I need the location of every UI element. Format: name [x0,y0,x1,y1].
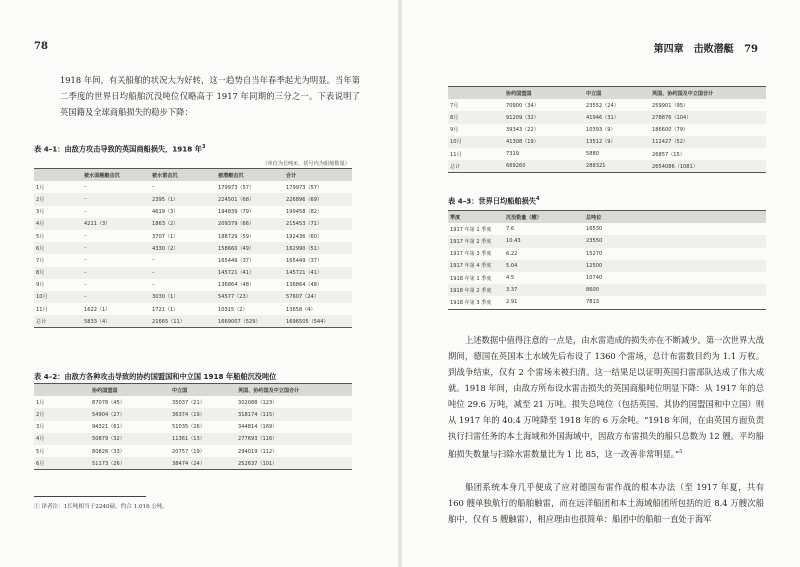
table-cell: 39343（22） [506,127,539,134]
table-cell: 162990（51） [284,242,352,254]
table-row [34,445,352,457]
table-cell: 294019（112） [238,448,278,455]
table-cell: – [82,193,150,205]
column-header [34,169,82,182]
table-cell: 188729（59） [218,233,255,240]
table-cell: 3月 [36,424,45,431]
table3-caption [448,196,539,206]
table-cell: 70900（34） [506,102,539,109]
table-cell: 1917 年第 2 季度 [448,235,504,247]
table-cell: 2.91 [506,299,518,306]
table-cell: – [82,242,150,254]
table-cell: – [84,184,87,191]
table-cell: 7月 [450,102,459,109]
table-cell: – [84,233,87,240]
table-row [448,99,766,111]
table-cell: 112427（52） [650,136,766,148]
table-row [448,223,766,235]
table-row [34,433,352,445]
table-cell: 20757（19） [172,448,205,455]
table1-caption-text: 表 4–1：由敌方攻击导致的英国商船损失，1918 年 [34,144,202,154]
table-cell: 7月 [36,257,45,264]
table-cell: 318174（115） [236,408,352,420]
table-cell: 94321（61） [92,424,125,431]
table-cell: 194839（79） [218,209,255,216]
table-cell: 26857（15） [652,151,685,158]
table-cell: 10.43 [504,235,584,247]
table-cell: 2月 [34,193,82,205]
table-cell: 165449（37） [218,257,255,264]
table-cell: 158660（49） [216,242,284,254]
table-row [34,315,352,328]
table3-world-daily-losses [448,210,766,310]
table-cell: 5.04 [504,260,584,272]
table-row [34,291,352,303]
table-cell: 4.5 [506,275,515,282]
table-row [34,230,352,242]
table-cell: 80826（33） [92,448,125,455]
table-cell: 259901（95） [652,102,689,109]
table-cell: 8月 [448,111,504,123]
table-cell: 10月 [34,291,82,303]
footnote-divider [34,496,146,497]
table-cell: 136864（48） [286,282,323,289]
table3-caption-sup: 4 [535,196,540,202]
table-cell: 9月 [450,127,459,134]
table-cell: 总计 [34,315,82,328]
table-cell: 209379（66） [216,218,284,230]
body-paragraph-1 [448,332,764,462]
table-row [448,296,766,309]
table-cell: 23552（24） [586,102,619,109]
column-header: 协约国盟国 [90,384,170,397]
table-cell: 302088（123） [238,399,278,406]
table-row [448,124,766,136]
table-cell: 35037（21） [172,399,205,406]
column-header: 中立国 [584,87,650,100]
table-cell: 1622（1） [84,306,111,313]
table-cell: 4619（3） [152,209,179,216]
table-cell: 6.22 [506,250,518,257]
column-header: 中立国 [170,384,236,397]
table-cell: 1696505（544） [284,315,352,328]
table-row [448,248,766,260]
table-cell: 3.37 [504,284,584,296]
table-header-row [34,169,352,182]
table-cell: 165449（37） [286,257,323,264]
column-header: 英国、协约国及中立国合计 [650,87,766,100]
table-cell: 1721（1） [152,306,179,313]
table1-british-losses [34,168,352,328]
table-cell: 87078（45） [92,399,125,406]
table-cell: 1917 年第 4 季度 [448,260,504,272]
column-header: 被潜艇击沉 [216,169,284,182]
right-page [402,0,800,567]
table-cell: 54577（23） [216,291,284,303]
column-header: 协约国盟国 [504,87,584,100]
table-cell: 2月 [34,408,90,420]
body-paragraph-1-text: 上述数据中值得注意的一点是，由水雷造成的损失亦在不断减少。第一次世界大战期间，德国在英国本土水域先后布设了 1360 个雷场，总计布雷数目约为 1.1 万枚。到战争结束，仅有 2 个雷场未被扫清。这一结果足以证明英国扫雷部队达成了伟大成就。1918 年间，由敌方所布设水雷击损失的英国商船吨位明显下降：从 1917 年的总吨位 29.6 万吨，减至 21 万吨。损失总吨位（包括英国、其协约国盟国和中立国）则从 1917 年的 40.4 万吨降至 1918 年的 6 万余吨。“1918 年间，在由英国方面负责执行扫雷任务的本土海域和外国海域中，因敌方布雷损失的船只总数为 12 艘。平均船舶损失数量与扫除水雷数量比为 1 比 85，这一改善非常明显。” [448,335,764,459]
table-cell: 3707（1） [152,233,179,240]
table-cell: – [84,281,87,288]
table-cell: – [152,257,155,264]
table2-continued [448,86,766,173]
column-header: 季度 [448,211,504,224]
table-cell: 9月 [36,282,45,289]
table-cell: 13658（4） [286,306,316,313]
table-cell: 1863（2） [150,218,216,230]
table-cell: 51035（26） [172,424,205,431]
table-cell: 224501（68） [216,193,284,205]
table-cell: 192436（60） [286,233,323,240]
table-cell: 10740 [586,275,603,282]
table-cell: 1918 年第 1 季度 [450,275,492,282]
table-cell: 41946（31） [584,111,650,123]
table1-unit-note: （单位为长吨①，括号内为船舶数量） [262,161,350,167]
table-cell: – [82,267,150,279]
table-row [448,136,766,148]
table-cell: 199458（82） [286,209,323,216]
table-cell: 57607（24） [284,291,352,303]
running-header [654,40,758,55]
table-cell: 38474（24） [170,457,236,470]
table-cell: 1月 [36,399,45,406]
table-cell: – [152,184,155,191]
column-header: 被水雷击沉 [150,169,216,182]
table-row [448,235,766,247]
table-cell: 344814（169） [238,424,278,431]
table2-caption: 表 4–2：由敌方各种攻击导致的协约国盟国和中立国 1918 年船舶沉没吨位 [34,372,277,381]
table-row [448,148,766,160]
table-row [34,254,352,266]
table-cell: 10315（2） [218,306,248,313]
table-cell: 4330（2） [150,242,216,254]
table-cell: 1月 [36,184,45,191]
table-row [34,206,352,218]
table-cell: 669260 [504,160,584,173]
table-row [34,421,352,433]
table-cell: 179973（57） [218,184,255,191]
column-header: 总吨位 [584,211,766,224]
table3-caption-text: 表 4–3：世界日均船舶损失 [448,196,536,206]
table-cell: 3月 [36,209,45,216]
table-cell: 8月 [34,267,82,279]
chapter-title: 第四章 击败潜艇 [653,44,734,55]
table-cell: 50879（32） [90,433,170,445]
table-cell: 145721（41） [216,267,284,279]
table-cell: 1918 年第 2 季度 [448,284,504,296]
table-cell: 12500 [584,260,766,272]
table-row [34,457,352,470]
table-row [34,396,352,408]
table-cell: 4月 [34,433,90,445]
table-cell: 145721（41） [284,267,352,279]
table-cell: 54904（27） [90,408,170,420]
table-cell: 215453（71） [284,218,352,230]
table-cell: 2654086（1081） [650,160,766,173]
table-cell: 11月 [450,151,462,158]
table-row [34,218,352,230]
table-cell: 7813 [586,299,599,306]
table-cell: 11月 [36,306,48,313]
column-header [448,87,504,100]
table-cell: 91209（32） [504,111,584,123]
table-cell: – [84,257,87,264]
column-header [34,384,90,397]
table-row [448,260,766,272]
table-cell: 4211（3） [82,218,150,230]
column-header: 英国、协约国及中立国合计 [236,384,352,397]
table-cell: 36374（19） [170,408,236,420]
table-cell: 7.6 [506,226,515,233]
table-cell: 1669007（529） [216,315,284,328]
column-header: 沉没数量（艘） [504,211,584,224]
table-row [34,267,352,279]
table-cell: 4月 [34,218,82,230]
table-cell: 8600 [584,284,766,296]
table-cell: 288321 [584,160,650,173]
table-cell: 5880 [586,151,599,158]
table-cell: 16530 [586,226,603,233]
table-row [448,272,766,284]
body-paragraph-2: 船团系统本身几乎便成了应对德国布雷作战的根本办法（至 1917 年夏，共有 160 艘单独航行的船舶触雷，而在远洋船团和本土海域船团所包括的近 8.4 万艘次船舶中，仅有 5 艘触雷），相应理由也很简单：船团中的船舶一直处于海军 [448,482,764,524]
table-cell: 252637（101） [236,457,352,470]
table-cell: 1917 年第 3 季度 [450,251,492,258]
table-cell: 5833（4） [82,315,150,328]
page-number-left: 78 [34,41,48,52]
table-cell: – [82,291,150,303]
table-cell: 11361（13） [170,433,236,445]
table1-caption-sup: 3 [201,144,206,150]
table-cell: – [150,267,216,279]
table-row [448,111,766,123]
table-cell: 186600（79） [652,127,689,134]
table-row [34,193,352,205]
table-cell: 179973（57） [286,184,323,191]
table-cell: 226896（69） [284,193,352,205]
table1-caption [34,144,205,154]
table-cell: 10393（9） [586,127,616,134]
table-cell: 2395（1） [150,193,216,205]
table-cell: 10月 [448,136,504,148]
column-header: 被水面舰艇击沉 [82,169,150,182]
table-header-row [448,211,766,224]
table-row [34,242,352,254]
table-cell: 277693（116） [236,433,352,445]
table-cell: 3030（1） [150,291,216,303]
table-cell: 51173（26） [90,457,170,470]
page-number-right: 79 [744,44,758,55]
table-cell: 13512（9） [584,136,650,148]
table-cell: 136864（48） [218,282,255,289]
table-cell: 6月 [34,457,90,470]
column-header: 合计 [284,169,352,182]
table-cell: 21665（11） [150,315,216,328]
table-row [34,303,352,315]
footnote: ① 译者注：1长吨相当于2240磅，约合 1.016 公吨。 [34,504,169,510]
table-row [34,408,352,420]
table-cell: 1918 年第 3 季度 [450,299,492,306]
table2-allied-neutral-losses [34,383,352,470]
table-cell: 总计 [448,160,504,173]
table-row [34,279,352,291]
table-row [448,284,766,296]
table-cell: – [84,208,87,215]
table-cell: 6月 [34,242,82,254]
table-header-row [34,384,352,397]
table-cell: 15270 [586,250,603,257]
left-page [0,0,398,567]
table-cell: 1917 年第 1 季度 [450,226,492,233]
table-cell: 5月 [36,448,45,455]
body-paragraph-1-sup: 5 [679,449,683,455]
table-row [34,181,352,193]
table-cell: 41308（19） [504,136,584,148]
table-cell: – [152,281,155,288]
table-header-row [448,87,766,100]
table-row [448,160,766,173]
table-cell: 23550 [584,235,766,247]
table-cell: 278876（104） [650,111,766,123]
table-cell: 7319 [506,151,519,158]
intro-paragraph: 1918 年间，有关船舶的状况大为好转，这一趋势自当年春季起尤为明显。当年第二季度的世界日均船舶沉没吨位仅略高于 1917 年同期的三分之一。下表说明了英国籍及全球商船损失的稳步下降： [60,75,360,117]
table-cell: 5月 [36,233,45,240]
